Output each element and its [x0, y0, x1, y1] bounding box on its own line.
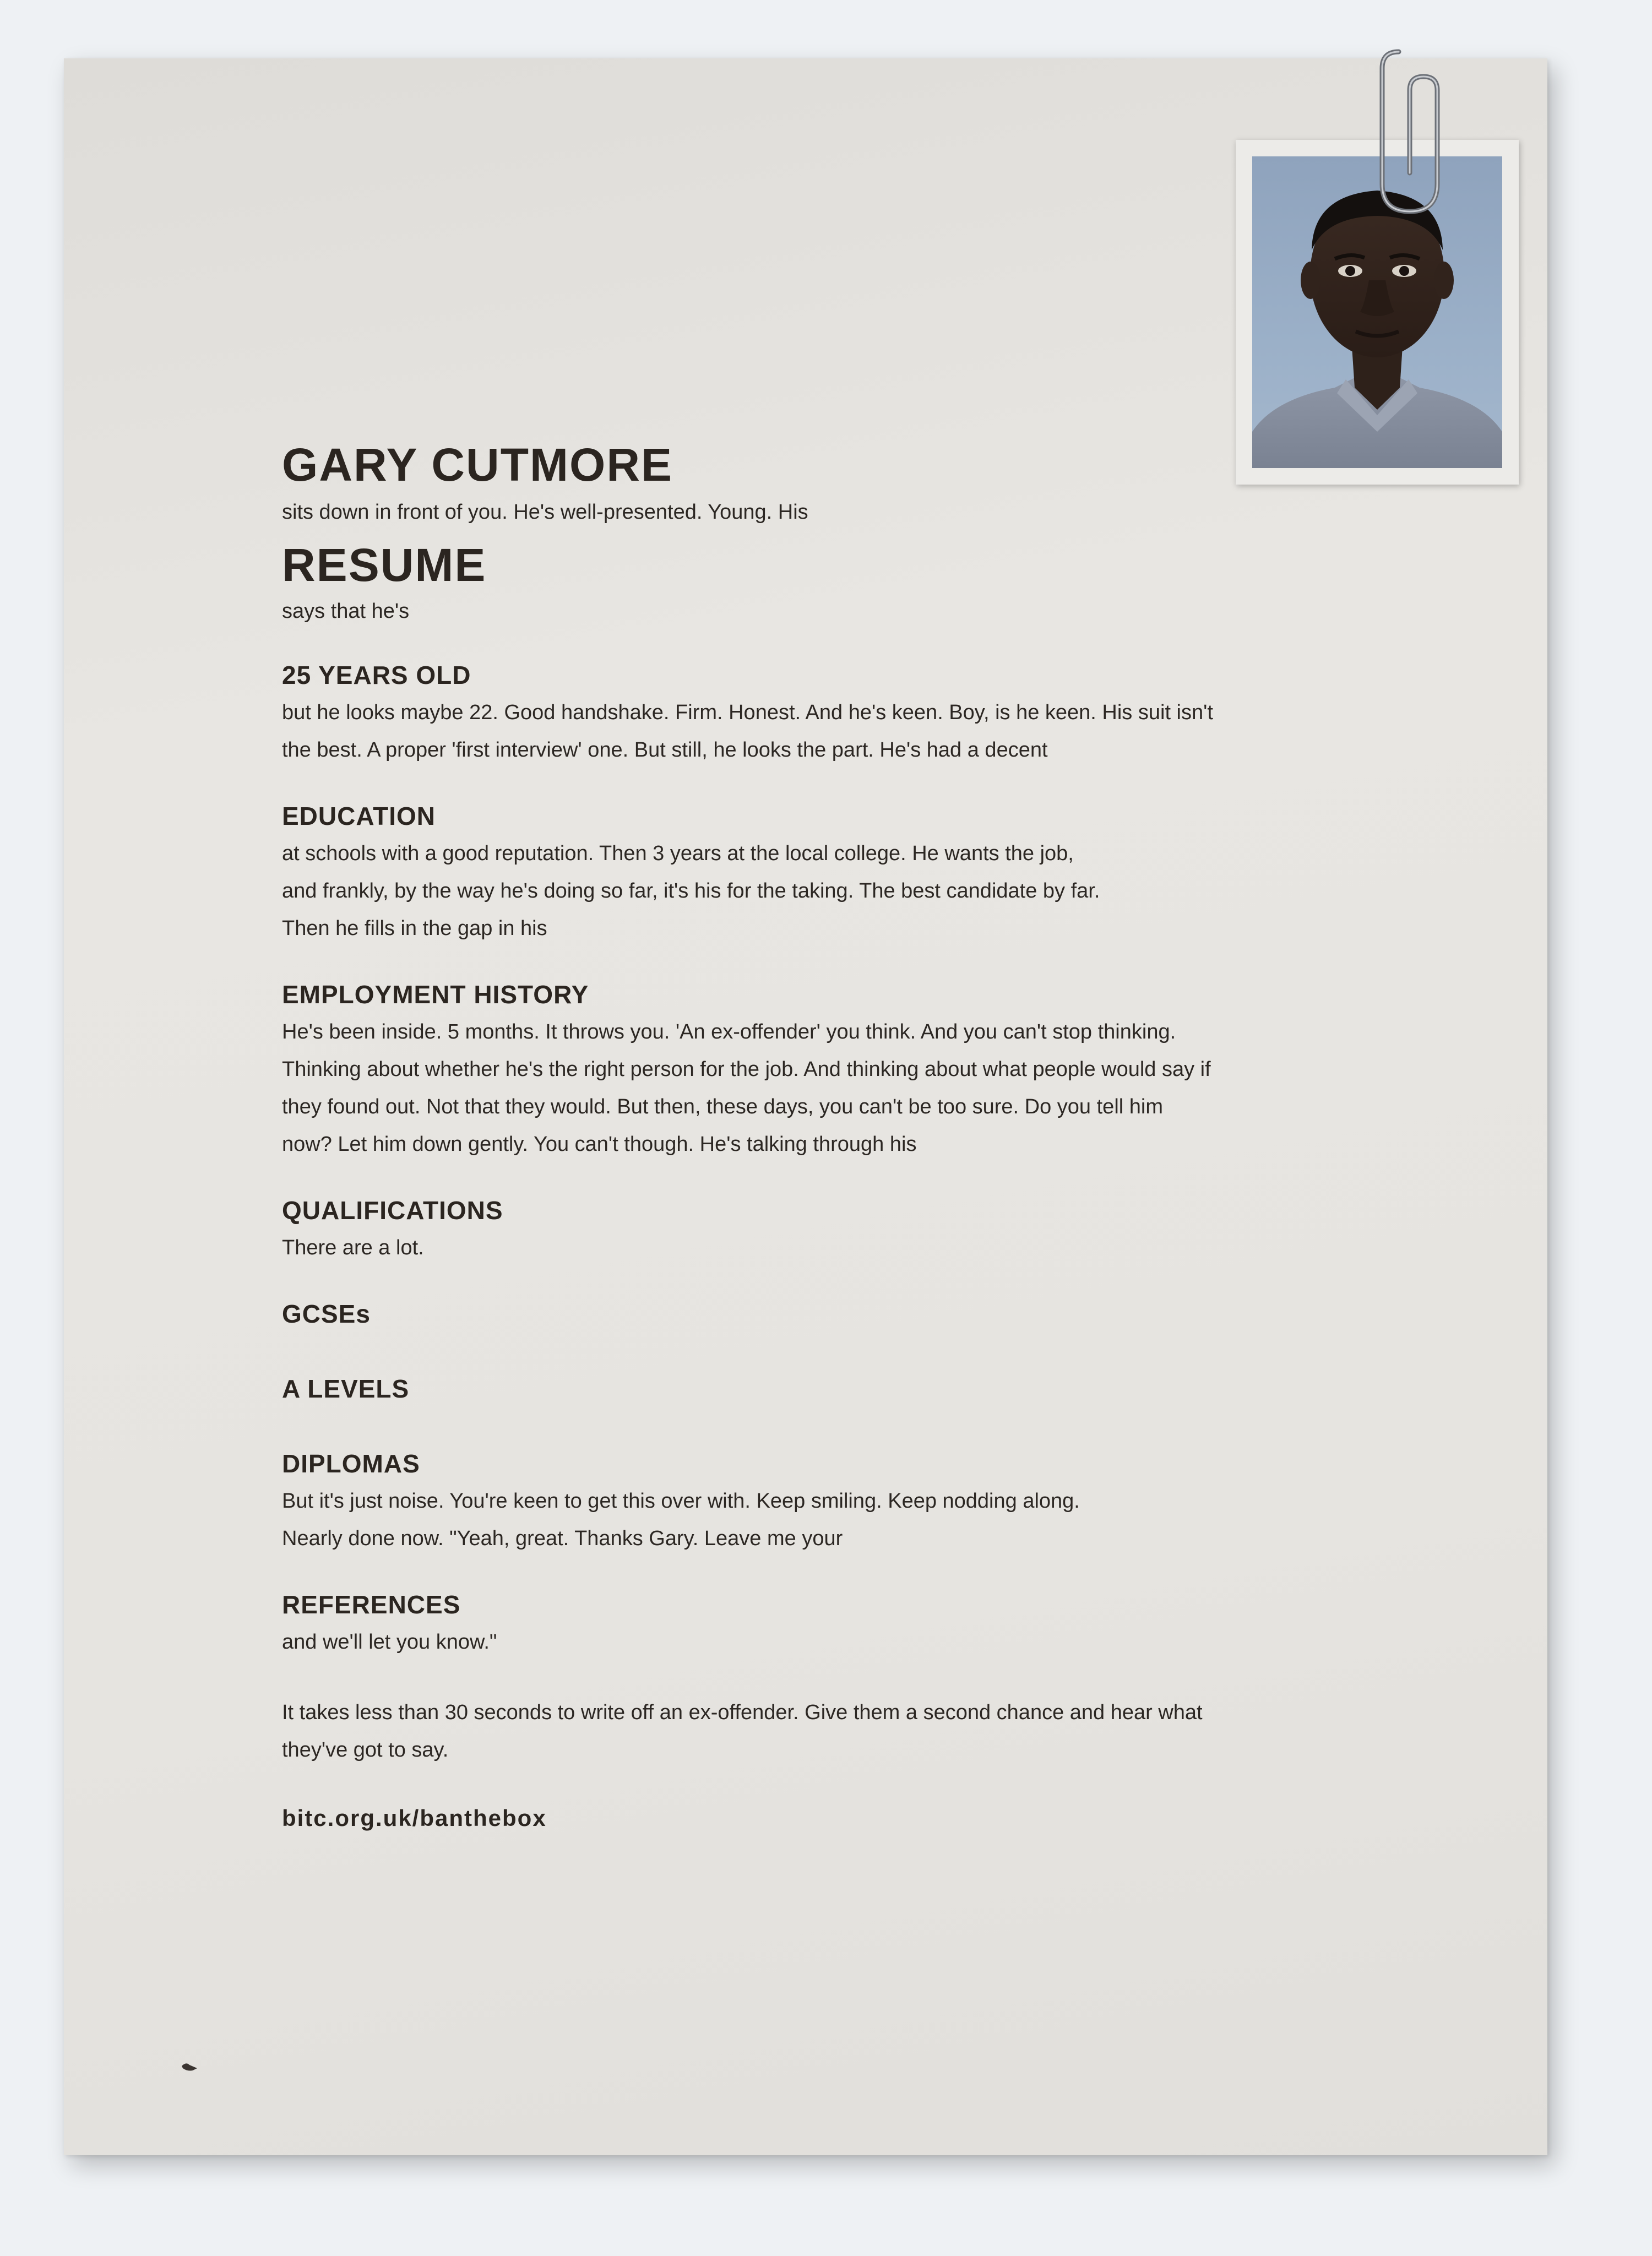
education-line: at schools with a good reputation. Then 3 years at the local college. He wants the job, — [282, 842, 1074, 865]
diplomas-heading: DIPLOMAS — [282, 1449, 420, 1478]
education-line: Then he fills in the gap in his — [282, 917, 547, 940]
education-heading: EDUCATION — [282, 802, 436, 830]
diplomas-paragraph — [282, 1482, 1306, 1557]
a-levels-heading: A LEVELS — [282, 1374, 410, 1403]
education-line: and frankly, by the way he's doing so far, it's his for the taking. The best candidate by far. — [282, 879, 1100, 903]
age-line: the best. A proper 'first interview' one. But still, he looks the part. He's had a decent — [282, 738, 1048, 762]
name-follow-text: sits down in front of you. He's well-presented. Young. His — [282, 501, 808, 524]
employment-heading: EMPLOYMENT HISTORY — [282, 980, 589, 1009]
employment-line: now? Let him down gently. You can't though. He's talking through his — [282, 1133, 917, 1156]
employment-line: He's been inside. 5 months. It throws you. 'An ex-offender' you think. And you can't stop thinking. — [282, 1020, 1176, 1043]
diplomas-line: But it's just noise. You're keen to get this over with. Keep smiling. Keep nodding along. — [282, 1489, 1080, 1513]
resume-heading: RESUME — [282, 539, 487, 591]
resume-content — [282, 438, 1306, 1835]
paperclip-icon — [1377, 46, 1454, 222]
name-heading: GARY CUTMORE — [282, 439, 673, 491]
gcses-heading: GCSEs — [282, 1300, 371, 1328]
age-line: but he looks maybe 22. Good handshake. Firm. Honest. And he's keen. Boy, is he keen. His suit isn't — [282, 701, 1213, 724]
paper-speck — [181, 2061, 199, 2073]
age-heading: 25 YEARS OLD — [282, 661, 471, 689]
resume-sheet — [64, 58, 1547, 2155]
references-text: and we'll let you know." — [282, 1630, 497, 1654]
age-paragraph — [282, 694, 1306, 769]
employment-line: Thinking about whether he's the right person for the job. And thinking about what people would say if — [282, 1058, 1211, 1081]
closing-paragraph — [282, 1694, 1306, 1769]
resume-follow-text: says that he's — [282, 600, 410, 623]
education-paragraph — [282, 835, 1306, 947]
employment-paragraph — [282, 1013, 1306, 1163]
campaign-url[interactable]: bitc.org.uk/banthebox — [282, 1805, 547, 1831]
references-heading: REFERENCES — [282, 1590, 461, 1619]
closing-line: they've got to say. — [282, 1738, 449, 1762]
diplomas-line: Nearly done now. "Yeah, great. Thanks Gary. Leave me your — [282, 1527, 843, 1550]
qualifications-heading: QUALIFICATIONS — [282, 1196, 503, 1225]
employment-line: they found out. Not that they would. But then, these days, you can't be too sure. Do you tell him — [282, 1095, 1163, 1118]
closing-line: It takes less than 30 seconds to write off an ex-offender. Give them a second chance and hear what — [282, 1701, 1203, 1724]
qualifications-text: There are a lot. — [282, 1236, 424, 1259]
